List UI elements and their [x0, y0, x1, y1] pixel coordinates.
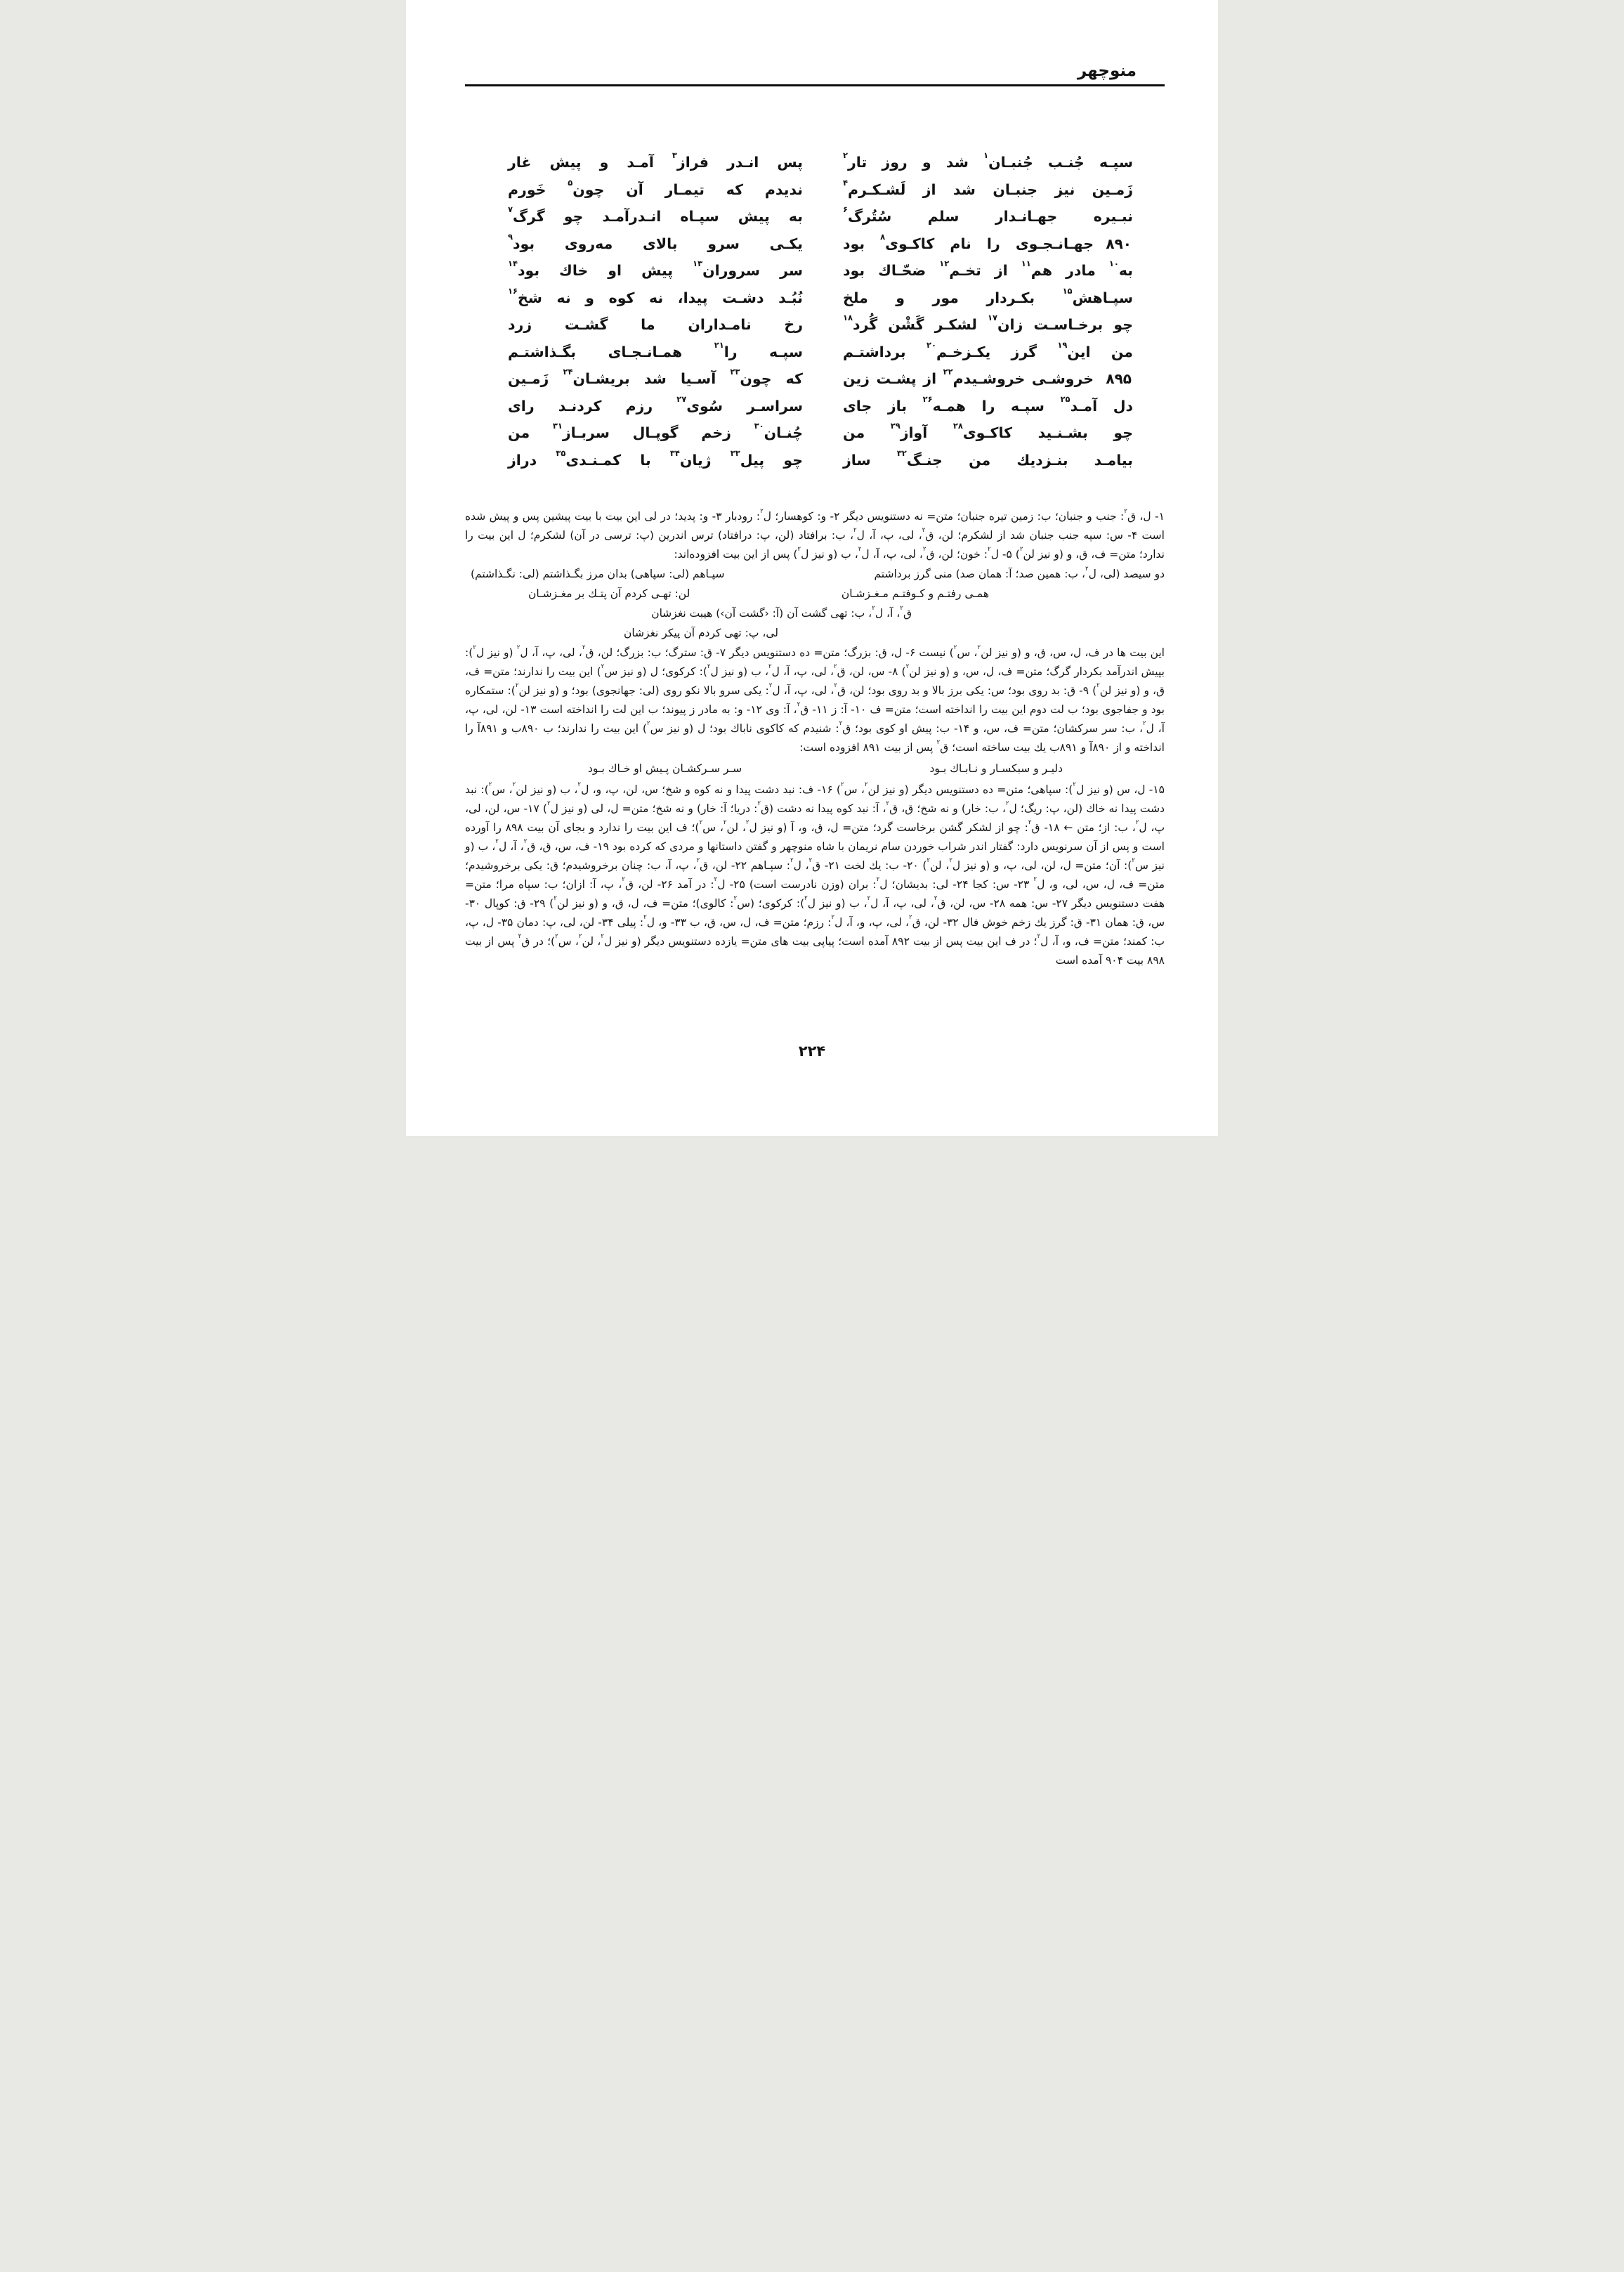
hemistich-second: رخ نامـداران ما گشـت زرد	[508, 316, 803, 333]
apparatus-couplet-3	[465, 759, 1165, 778]
verse-row	[508, 365, 1133, 393]
verse-row	[508, 203, 1133, 230]
verse-block	[508, 149, 1133, 474]
hemistich-first: دل آمـد$^{۲۵}$ سپـه را همـه$^{۲۶}$ باز جای	[843, 393, 1134, 414]
hemistich-second: چو پیل$^{۳۳}$ ژیان$^{۳۴}$ با کمـنـدی$^{۳۵}$ دراز	[508, 448, 803, 469]
verse-row	[508, 339, 1133, 366]
apparatus-variant-line-2: لی، پ: تهی کردم آن پیکر نغزشان	[623, 627, 778, 639]
apparatus-paragraph-3: ۱۵- ل، س (و نیز ل$^۲$): سپاهی؛ متن= ده دستنویس دیگر (و نیز لن$^۲$، س$^۲$) ۱۶- ف: نبد دشت پیدا و نه کوه و شخ؛ س، لن، پ، و، ل$^۲$، ب (و نیز لن$^۲$، س$^۲$): نبد دشت پیدا نه خاك (لن، پ: ریگ؛ ل$^۲$، ب: خار) و نه شخ؛ ق، ق$^۲$، آ: نبد کوه پیدا نه دشت (ق$^۲$: دریا؛ آ: خار) و نه شخ؛ متن= ل، لی (و نیز ل$^۲$) ۱۷- س، لن، لی، پ، ل$^۲$، ب: از؛ متن ← ۱۸- ق$^۲$: چو از لشکر گشن برخاست گرد؛ متن= ل، ق، و، آ (و نیز ل$^۲$، لن$^۲$، س$^۲$)؛ ف این بیت را ندارد و بجای آن بیت ۸۹۸ را آورده است و پس از آن سرنویس دارد: گفتار اندر شراب خوردن سام نریمان با شاه منوچهر و گفتن داستانها و مردی که کرده بود ۱۹- ف، س، ق، ق$^۲$، آ، ل$^۲$، ب (و نیز س$^۲$): آن؛ متن= ل، لن، لی، پ، و (و نیز ل$^۲$، لن$^۲$) ۲۰- ب: یك لخت ۲۱- ق$^۲$، ل$^۲$: سپـاهم ۲۲- لن، ق$^۲$، پ، آ، ب: چنان برخروشیدم؛ ق: یکی برخروشیدم؛ متن= ف، ل، س، لی، و، ل$^۲$ ۲۳- س: کجا ۲۴- لی: بدیشان؛ ل$^۲$: بران (وزن نادرست است) ۲۵- ل$^۲$: در آمد ۲۶- لن، ق$^۲$، پ، آ: ازان؛ ب: سپاه مرا؛ متن= هفت دستنویس دیگر ۲۷- س: همه ۲۸- س، لن، ق$^۲$، لی، پ، آ، ل$^۲$، ب (و نیز ل$^۲$): کرکوی؛ (س$^۲$: کالوی)؛ متن= ف، ل، ق، و (و نیز لن$^۲$) ۲۹- ق: کوپال ۳۰- س، ق: همان ۳۱- ق: گرز یك زخم خوش فال ۳۲- لن، ق$^۲$، لی، پ، و، آ، ل$^۲$: رزم؛ متن= ف، ل، س، ق، ب ۳۳- و، ل$^۲$: پیلی ۳۴- لن، لی، پ: دمان ۳۵- ل، پ، ب: کمند؛ متن= ف، و، آ، ل$^۲$؛ در ف این بیت پس از بیت ۸۹۲ آمده است؛ پیاپی بیت های متن= یازده دستنویس دیگر (و نیز ل$^۲$، لن$^۲$، س$^۲$)؛ در ق$^۲$ پس از بیت ۸۹۸ بیت ۹۰۴ آمده است	[465, 781, 1165, 967]
running-head-title: منوچهر	[1077, 62, 1137, 80]
hemistich-second: پس انـدر فراز$^۳$ آمـد و پیش غار	[508, 150, 804, 171]
verse-number: ۸۹۵	[1106, 370, 1132, 387]
hemistich-second: یکـی سرو بالای مه‌روی بود$^۹$	[508, 231, 803, 252]
hemistich-second: سر سروران$^{۱۳}$ پیش او خاك بود$^{۱۴}$	[508, 259, 803, 279]
hemistich-first: زَمـین نیز جنبـان شد از لَشـکـرم$^۴$	[843, 177, 1133, 198]
apparatus-couplet-2	[465, 585, 1165, 603]
hemistich-first: چو بشـنـید کاکـوی$^{۲۸}$ آواز$^{۲۹}$ من	[843, 421, 1133, 441]
apparatus-couplet-1-first: دو سیصد (لی، ل$^۲$، ب: همین صد؛ آ: همان صد) منی گرز برداشتم	[874, 565, 1165, 580]
apparatus-couplet-2-second: لن: تهـی کردم آن پتـك بر مغـزشـان	[528, 587, 690, 600]
page-header	[465, 0, 1165, 86]
apparatus-couplet-2-first: همـی رفتـم و کـوفتـم مـغـزشـان	[841, 587, 989, 600]
verse-row	[508, 176, 1133, 204]
verse-row	[508, 311, 1133, 339]
hemistich-first: به$^{۱۰}$ مادر هم$^{۱۱}$ از تخـم$^{۱۲}$ ضحّـاك بود	[843, 259, 1133, 279]
verse-row	[508, 447, 1133, 474]
verse-row	[508, 149, 1133, 176]
apparatus-couplet-3-first: دلیـر و سبکسـار و نـابـاك بـود	[929, 762, 1063, 775]
hemistich-second: به پیش سپـاه انـدرآمـد چو گرگ$^۷$	[508, 204, 803, 225]
header-rule	[465, 84, 1165, 86]
apparatus-couplet-1-second: سپـاهم (لی: سپاهی) بدان مرز بگـذاشتم (لی: نگـذاشتم)	[471, 568, 725, 580]
hemistich-first: سپـاهش$^{۱۵}$ بکـردار مور و ملخ	[843, 285, 1133, 306]
verse-row	[508, 257, 1133, 285]
hemistich-second: ندیدم که تیمـار آن چون$^۵$ خَورم	[508, 177, 803, 198]
hemistich-first: جهـانـجـوی را نام کاکـوی$^۸$ بود	[843, 231, 1094, 252]
page-number: ۲۲۴	[798, 1043, 826, 1059]
apparatus-variant-line-1: ق$^۲$، آ، ل$^۲$، ب: تهی گشت آن (آ: ‹گشت آن›) هیبت نغزشان	[651, 604, 912, 620]
critical-apparatus	[465, 507, 1165, 970]
hemistich-first: سپـه جُنـب جُنبـان$^۱$ شد و روز تار$^۲$	[843, 150, 1133, 171]
apparatus-couplet-1	[465, 565, 1165, 584]
hemistich-first: من این$^{۱۹}$ گرز یکـزخـم$^{۲۰}$ برداشتـم	[843, 339, 1133, 360]
verse-row	[508, 393, 1133, 420]
hemistich-second: که چون$^{۲۳}$ آسـیا شد بریشـان$^{۲۴}$ زَمـین	[508, 367, 803, 387]
verse-row	[508, 230, 1133, 258]
verse-row	[508, 285, 1133, 312]
apparatus-couplet-3-second: سـر سـرکشـان پـیش او خـاك بـود	[588, 762, 742, 775]
hemistich-second: سراسـر سُوی$^{۲۷}$ رزم کردنـد رای	[508, 393, 803, 414]
hemistich-first: نبـیره جهـانـدار سلم سُتُرگ$^۶$	[843, 204, 1133, 225]
verse-row	[508, 419, 1133, 447]
apparatus-paragraph-1: ۱- ل، ق$^۲$: جنب و جنبان؛ ب: زمین تیره جنبان؛ متن= نه دستنویس دیگر ۲- و: کوهسار؛ ل$^۲$: رودبار ۳- و: پدید؛ در لی این بیت با بیت پیشین پس و پیش شده است ۴- س: سپه جنب جنبان شد از لشکرم؛ لن، ق$^۲$، لی، پ، آ، ل$^۲$، ب: برافتاد (لن، پ: درافتاد) ترس اندرین (پ: ترسی در آن) لشکرم؛ ل این بیت را ندارد؛ متن= ف، ق، و (و نیز لن$^۲$) ۵- ل$^۲$: خون؛ لن، ق$^۲$، لی، پ، آ، ل$^۲$، ب (و نیز ل$^۲$) پس از این بیت افزوده‌اند:	[465, 507, 1165, 561]
hemistich-first: بیامـد بنـزدیك من جنـگ$^{۳۲}$ ساز	[843, 448, 1133, 469]
hemistich-first: چو برخـاسـت زان$^{۱۷}$ لشکـر گَشْن گُرد$^{۱۸}$	[843, 313, 1133, 333]
apparatus-paragraph-2: این بیت ها در ف، ل، س، ق، و (و نیز لن$^۲$، س$^۲$) نیست ۶- ل، ق: بزرگ؛ متن= ده دستنویس دیگر ۷- ق: سترگ؛ ب: بزرگ؛ لن، ق$^۲$، لی، پ، آ، ل$^۲$ (و نیز ل$^۲$): بپیش اندرآمد بکردار گرگ؛ متن= ف، ل، س، و (و نیز لن$^۲$) ۸- س، لن، ق$^۲$، لی، پ، آ، ل$^۲$، ب (و نیز ل$^۲$): کرکوی؛ ل (و نیز س$^۲$) این بیت را ندارند؛ متن= ف، ق، و (و نیز لن$^۲$) ۹- ق: بد روی بود؛ س: یکی برز بالا و بد روی بود؛ لن، ق$^۲$، لی، پ، آ، ل$^۲$: یکی سرو بالا نکو روی (لی: جهانجوی) بود؛ و (و نیز لن$^۲$): ستمکاره بود و جفاجوی بود؛ ب لت دوم این بیت را انداخته است؛ متن= ف ۱۰- آ: ز ۱۱- ق$^۲$، آ: وی ۱۲- و: به مادر ز پیوند؛ ب این لت را انداخته است ۱۳- لن، لی، پ، آ، ل$^۲$، ب: سر سرکشان؛ متن= ف، س، و ۱۴- ب: پیش او کوی بود؛ ق$^۲$: شنیدم که کاکوی ناباك بود؛ ل (و نیز س$^۲$) این بیت را ندارند؛ ب ۸۹۰ب و ۸۹۱آ را انداخته و از ۸۹۰آ و ۸۹۱ب یك بیت ساخته است؛ ق$^۲$ پس از بیت ۸۹۱ افزوده است:	[465, 644, 1165, 754]
book-page	[406, 0, 1218, 1136]
hemistich-second: سپـه را$^{۲۱}$ همـانـجـای بگـذاشتـم	[508, 339, 803, 360]
hemistich-second: چُنـان$^{۳۰}$ زخم گوپـال سربـاز$^{۳۱}$ من	[508, 421, 803, 441]
hemistich-second: نُبُـد دشـت پیدا، نه کوه و نه شخ$^{۱۶}$	[508, 285, 803, 306]
verse-number: ۸۹۰	[1106, 235, 1132, 252]
hemistich-first: خروشـی خروشـیدم$^{۲۲}$ از پشـت زین	[843, 367, 1094, 387]
